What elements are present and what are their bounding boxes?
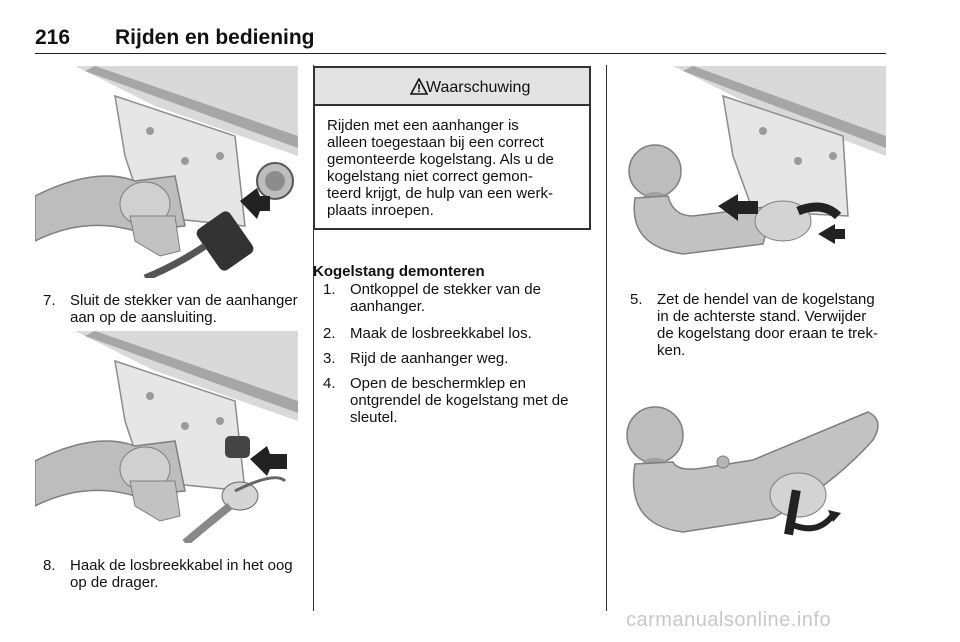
list-item bbox=[630, 291, 892, 363]
step-text-line: ken. bbox=[657, 342, 686, 359]
list-item bbox=[43, 292, 303, 328]
warning-header bbox=[315, 68, 589, 106]
page-header bbox=[35, 26, 885, 52]
step-text-line: aan op de aansluiting. bbox=[70, 309, 217, 326]
header-divider bbox=[35, 53, 886, 54]
column-divider-right bbox=[606, 65, 607, 611]
warning-box bbox=[313, 66, 591, 230]
step-text-line: Maak de losbreekkabel los. bbox=[350, 325, 532, 342]
step-number: 4. bbox=[323, 375, 336, 392]
step-number: 1. bbox=[323, 281, 336, 298]
warning-line: Rijden met een aanhanger is bbox=[327, 117, 519, 134]
illustration-ball-rod bbox=[623, 400, 886, 543]
step-number: 3. bbox=[323, 350, 336, 367]
list-item bbox=[43, 557, 303, 593]
step-text-line: Haak de losbreekkabel in het oog bbox=[70, 557, 293, 574]
illustration-breakaway-cable bbox=[35, 331, 298, 543]
step-number: 8. bbox=[43, 557, 56, 574]
step-text-line: aanhanger. bbox=[350, 298, 426, 315]
warning-title: Waarschuwing bbox=[426, 79, 531, 96]
step-number: 7. bbox=[43, 292, 56, 309]
illustration-lever bbox=[623, 66, 886, 278]
list-item bbox=[323, 281, 603, 317]
list-item bbox=[323, 325, 603, 343]
step-text-line: Open de beschermklep en bbox=[350, 375, 526, 392]
step-text-line: Ontkoppel de stekker van de bbox=[350, 281, 541, 298]
section-heading: Kogelstang demonteren bbox=[313, 263, 485, 280]
step-text-line: Rijd de aanhanger weg. bbox=[350, 350, 509, 367]
warning-line: plaats inroepen. bbox=[327, 202, 434, 219]
watermark: carmanualsonline.info bbox=[626, 609, 832, 631]
warning-line: alleen toegestaan bij een correct bbox=[327, 134, 544, 151]
step-text-line: de kogelstang door eraan te trek- bbox=[657, 325, 878, 342]
illustration-connect-plug bbox=[35, 66, 298, 278]
step-text-line: ontgrendel de kogelstang met de bbox=[350, 392, 569, 409]
step-text-line: op de drager. bbox=[70, 574, 159, 591]
step-text-line: Sluit de stekker van de aanhanger bbox=[70, 292, 298, 309]
step-text-line: in de achterste stand. Verwijder bbox=[657, 308, 867, 325]
list-item bbox=[323, 350, 603, 368]
page-title: Rijden en bediening bbox=[115, 26, 315, 49]
step-number: 2. bbox=[323, 325, 336, 342]
step-text-line: sleutel. bbox=[350, 409, 398, 426]
warning-line: teerd krijgt, de hulp van een werk- bbox=[327, 185, 553, 202]
step-number: 5. bbox=[630, 291, 643, 308]
list-item bbox=[323, 375, 603, 429]
page-number: 216 bbox=[35, 26, 71, 49]
warning-line: gemonteerde kogelstang. Als u de bbox=[327, 151, 554, 168]
step-text-line: Zet de hendel van de kogelstang bbox=[657, 291, 875, 308]
warning-text bbox=[327, 117, 592, 219]
warning-line: kogelstang niet correct gemon- bbox=[327, 168, 533, 185]
